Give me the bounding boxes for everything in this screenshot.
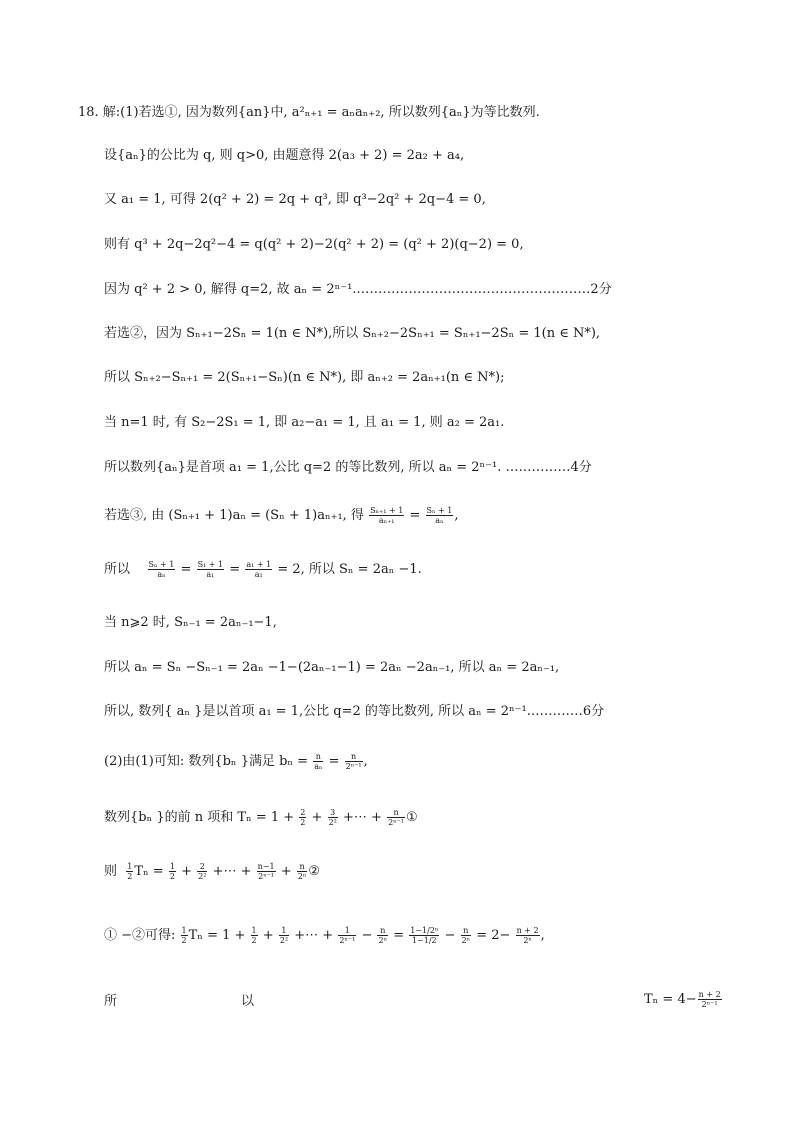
- fraction: $\frac{n}{\text{2ⁿ}}$: [461, 926, 471, 945]
- fraction: $\frac{\text{Sₙ₊₁ + 1}}{\text{aₙ₊₁}}$: [370, 506, 404, 525]
- fraction: $\frac{1}{2}$: [181, 926, 187, 945]
- solution-line-18: ① −②可得: $\frac{1}{2}$ Tₙ = 1 + $\frac{1}{2}$ + $\frac{1}{\text{2²}}$ +⋯ + $\frac{1}{\text{2ⁿ⁻¹}}$ − $\frac{n}{\text{2ⁿ}}$ = $\frac{\text{1−1/2ⁿ}}{1-1/2}$ − $\frac{n}{\text{2ⁿ}}$ = 2− $\frac{n + 2}{\text{2ⁿ}}$ ,: [104, 926, 545, 945]
- solution-line-4: 则有 q³ + 2q−2q²−4 = q(q² + 2)−2(q² + 2) = (q² + 2)(q−2) = 0,: [104, 237, 524, 252]
- solution-line-6: 若选②，因为 Sₙ₊₁−2Sₙ = 1(n ∈ N*),所以 Sₙ₊₂−2Sₙ₊₁ = Sₙ₊₁−2Sₙ = 1(n ∈ N*),: [104, 326, 601, 341]
- solution-line-2: 设{aₙ}的公比为 q, 则 q>0, 由题意得 2(a₃ + 2) = 2a₂ + a₄,: [104, 148, 465, 163]
- solution-line-16: 数列{bₙ }的前 n 项和 Tₙ = 1 + $\frac{2}{2}$ + $\frac{3}{\text{2²}}$ +⋯ + $\frac{n}{\text{2ⁿ⁻¹}}$ ①: [104, 808, 418, 827]
- fraction: $\frac{\text{a₁ + 1}}{\text{a₁}}$: [246, 560, 272, 579]
- fraction: $\frac{n}{\text{aₙ}}$: [314, 752, 323, 771]
- fraction: $\frac{2}{\text{2²}}$: [198, 862, 207, 881]
- solution-line-11: 所以 $\frac{\text{Sₙ + 1}}{\text{aₙ}}$ = $\frac{\text{S₁ + 1}}{\text{a₁}}$ = $\frac{\text{a₁ + 1}}{\text{a₁}}$ = 2, 所以 Sₙ = 2aₙ −1.: [104, 560, 422, 579]
- solution-line-12: 当 n⩾2 时, Sₙ₋₁ = 2aₙ₋₁−1,: [104, 615, 277, 630]
- solution-line-9: 所以数列{aₙ}是首项 a₁ = 1,公比 q=2 的等比数列, 所以 aₙ = 2ⁿ⁻¹. ……………4分: [104, 460, 592, 475]
- fraction: $\frac{1}{2}$: [127, 862, 133, 881]
- solution-line-19b: 以: [241, 994, 255, 1009]
- fraction: $\frac{n}{\text{2ⁿ⁻¹}}$: [388, 808, 405, 827]
- final-result: Tₙ = 4− $\frac{n + 2}{\text{2ⁿ⁻¹}}$: [644, 990, 721, 1009]
- fraction: $\frac{2}{2}$: [300, 808, 306, 827]
- fraction: $\frac{n + 2}{\text{2ⁿ⁻¹}}$: [698, 990, 721, 1009]
- solution-line-7: 所以 Sₙ₊₂−Sₙ₊₁ = 2(Sₙ₊₁−Sₙ)(n ∈ N*), 即 aₙ₊₂ = 2aₙ₊₁(n ∈ N*);: [104, 370, 505, 385]
- fraction: $\frac{1}{\text{2ⁿ⁻¹}}$: [339, 926, 356, 945]
- solution-line-1: 18. 解:(1)若选①, 因为数列{an}中, a²ₙ₊₁ = aₙaₙ₊₂, 所以数列{aₙ}为等比数列.: [78, 105, 540, 120]
- fraction: $\frac{n-1}{\text{2ⁿ⁻¹}}$: [257, 862, 275, 881]
- fraction: $\frac{n}{\text{2ⁿ⁻¹}}$: [345, 752, 362, 771]
- line-10-text: 若选③, 由 (Sₙ₊₁ + 1)aₙ = (Sₙ + 1)aₙ₊₁, 得: [104, 508, 364, 523]
- solution-line-14: 所以, 数列{ aₙ }是以首项 a₁ = 1,公比 q=2 的等比数列, 所以 aₙ = 2ⁿ⁻¹.…………6分: [104, 704, 605, 719]
- fraction: $\frac{1}{2}$: [169, 862, 175, 881]
- solution-line-15: (2)由(1)可知: 数列{bₙ }满足 bₙ = $\frac{n}{\text{aₙ}}$ = $\frac{n}{\text{2ⁿ⁻¹}}$ ,: [104, 752, 368, 771]
- fraction: $\frac{3}{\text{2²}}$: [328, 808, 337, 827]
- solution-line-19a: 所: [104, 994, 118, 1009]
- solution-line-10: 若选③, 由 (Sₙ₊₁ + 1)aₙ = (Sₙ + 1)aₙ₊₁, 得 $\frac{\text{Sₙ₊₁ + 1}}{\text{aₙ₊₁}}$ = $\frac{\text{Sₙ + 1}}{\text{aₙ}}$ ,: [104, 506, 459, 525]
- fraction: $\frac{n}{\text{2ⁿ}}$: [378, 926, 388, 945]
- fraction: $\frac{\text{1−1/2ⁿ}}{1-1/2}$: [410, 926, 439, 945]
- fraction: $\frac{1}{\text{2²}}$: [279, 926, 289, 945]
- fraction: $\frac{n + 2}{\text{2ⁿ}}$: [516, 926, 539, 945]
- solution-line-17: 则 $\frac{1}{2}$ Tₙ = $\frac{1}{2}$ + $\frac{2}{\text{2²}}$ +⋯ + $\frac{n-1}{\text{2ⁿ⁻¹}}$ + $\frac{n}{\text{2ⁿ}}$ ②: [104, 862, 320, 881]
- fraction: $\frac{\text{Sₙ + 1}}{\text{aₙ}}$: [148, 560, 175, 579]
- fraction: $\frac{1}{2}$: [251, 926, 257, 945]
- solution-line-3: 又 a₁ = 1, 可得 2(q² + 2) = 2q + q³, 即 q³−2q² + 2q−4 = 0,: [104, 192, 486, 207]
- solution-line-8: 当 n=1 时, 有 S₂−2S₁ = 1, 即 a₂−a₁ = 1, 且 a₁ = 1, 则 a₂ = 2a₁.: [104, 415, 505, 430]
- fraction: $\frac{\text{S₁ + 1}}{\text{a₁}}$: [197, 560, 224, 579]
- fraction: $\frac{\text{Sₙ + 1}}{\text{aₙ}}$: [426, 506, 453, 525]
- solution-line-13: 所以 aₙ = Sₙ −Sₙ₋₁ = 2aₙ −1−(2aₙ₋₁−1) = 2aₙ −2aₙ₋₁, 所以 aₙ = 2aₙ₋₁,: [104, 660, 560, 675]
- fraction: $\frac{n}{\text{2ⁿ}}$: [297, 862, 307, 881]
- solution-line-5: 因为 q² + 2 > 0, 解得 q=2, 故 aₙ = 2ⁿ⁻¹.………………………………………………2分: [104, 282, 612, 297]
